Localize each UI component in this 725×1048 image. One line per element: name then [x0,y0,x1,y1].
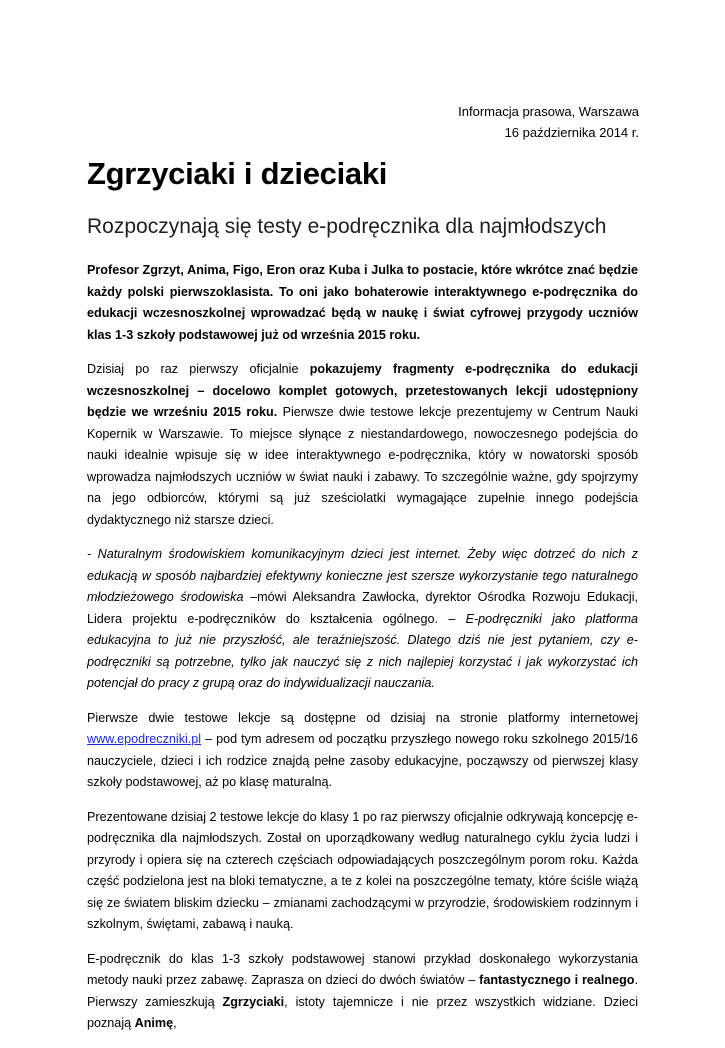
paragraph-6 [87,949,638,1035]
paragraph-6-bold-2: Zgrzyciaki [222,994,285,1009]
document-title: Zgrzyciaki i dzieciaki [87,156,388,191]
document-subtitle: Rozpoczynają się testy e-podręcznika dla najmłodszych [87,215,607,238]
epodreczniki-link[interactable]: www.epodreczniki.pl [87,732,202,746]
paragraph-2-bold: pokazujemy fragmenty e-podręcznika do edukacji wczesnoszkolnej – docelowo komplet gotowych, przetestowanych lekcji udostępniony będzie we wrześniu 2015 roku. [87,362,639,419]
press-release-location: Informacja prasowa, Warszawa [458,104,639,119]
paragraph-6-text-1: E-podręcznik do klas 1-3 szkoły podstawowej stanowi przykład doskonałego wykorzystania metody nauki przez zabawę. Zaprasza on dzieci do dwóch światów – [87,951,638,987]
quote-attribution: –mówi Aleksandra Zawłocka, dyrektor Ośrodka Rozwoju Edukacji, Lidera projektu e-podręczników do kształcenia ogólnego. – [87,590,639,626]
paragraph-6-text-4: , [173,1016,177,1030]
quote-italic-1: - Naturalnym środowiskiem komunikacyjnym dzieci jest internet. Żeby więc dotrzeć do nich z edukacją w sposób najbardziej efektywny konieczne jest szersze wykorzystanie tego naturalnego młodzieżowego środowiska [87,547,638,604]
lead-paragraph: Profesor Zgrzyt, Anima, Figo, Eron oraz Kuba i Julka to postacie, które wkrótce znać będzie każdy polski pierwszoklasista. To oni jako bohaterowie interaktywnego e-podręcznika do edukacji wczesnoszkolnej wprowadzać będą w naukę i świat cyfrowej przygody uczniów klas 1-3 szkoły podstawowej już od września 2015 roku. [87,263,638,342]
quote-italic-2: E-podręczniki jako platforma edukacyjna to już nie przyszłość, ale teraźniejszość. Dlatego dziś nie jest pytaniem, czy e-podręczniki są potrzebne, tylko jak nauczyć się z nich najlepiej korzystać i jak wykorzystać ich potencjał do pracy z grupą oraz do indywidualizacji nauczania. [87,611,638,690]
article-body [87,260,638,1048]
paragraph-3-quote [87,544,638,695]
paragraph-6-bold-1: fantastycznego i realnego [479,973,635,987]
paragraph-4-text-2: – pod tym adresem od początku przyszłego nowego roku szkolnego 2015/16 nauczyciele, dzieci i ich rodzice znajdą pełne zasoby edukacyjne, począwszy od pierwszej klasy szkoły podstawowej, aż po klasę maturalną. [87,732,638,789]
paragraph-4-text-1: Pierwsze dwie testowe lekcje są dostępne od dzisiaj na stronie platformy internetowej [87,710,638,725]
paragraph-6-text-2: . Pierwszy zamieszkują [87,973,638,1009]
paragraph-2-text-1: Dzisiaj po raz pierwszy oficjalnie [87,362,310,376]
paragraph-2-text-2: Pierwsze dwie testowe lekcje prezentujemy w Centrum Nauki Kopernik w Warszawie. To miejsce słynące z niestandardowego, nowoczesnego podejścia do nauki idealnie wpisuje się w idee interaktywnego e-podręcznika, który w nowatorski sposób wprowadza najmłodszych uczniów w świat nauki i zabawy. To szczególnie ważne, gdy spojrzymy na jego odbiorców, którymi są już sześciolatki wymagające zupełnie innego podejścia dydaktycznego niż starsze dzieci. [87,405,638,527]
paragraph-6-text-3: , istoty tajemnicze i nie przez wszystkich widziane. Dzieci poznają [87,994,639,1030]
press-release-header [458,101,639,143]
paragraph-5: Prezentowane dzisiaj 2 testowe lekcje do klasy 1 po raz pierwszy oficjalnie odkrywają koncepcję e-podręcznika dla najmłodszych. Został on uporządkowany według naturalnego cyklu życia ludzi i przyrody i opiera się na czterech częściach odpowiadających poszczególnym porom roku. Każda część podzielona jest na bloki tematyczne, a te z kolei na poszczególne tematy, które ściśle wiążą się ze światem bliskim dziecku – zmianami zachodzącymi w przyrodzie, środowiskiem rodzinnym i szkolnym, świętami, zabawą i nauką. [87,809,638,931]
press-release-date: 16 października 2014 r. [504,125,639,140]
paragraph-4 [87,708,638,794]
paragraph-6-bold-3: Animę [134,1016,174,1030]
paragraph-2 [87,359,638,531]
